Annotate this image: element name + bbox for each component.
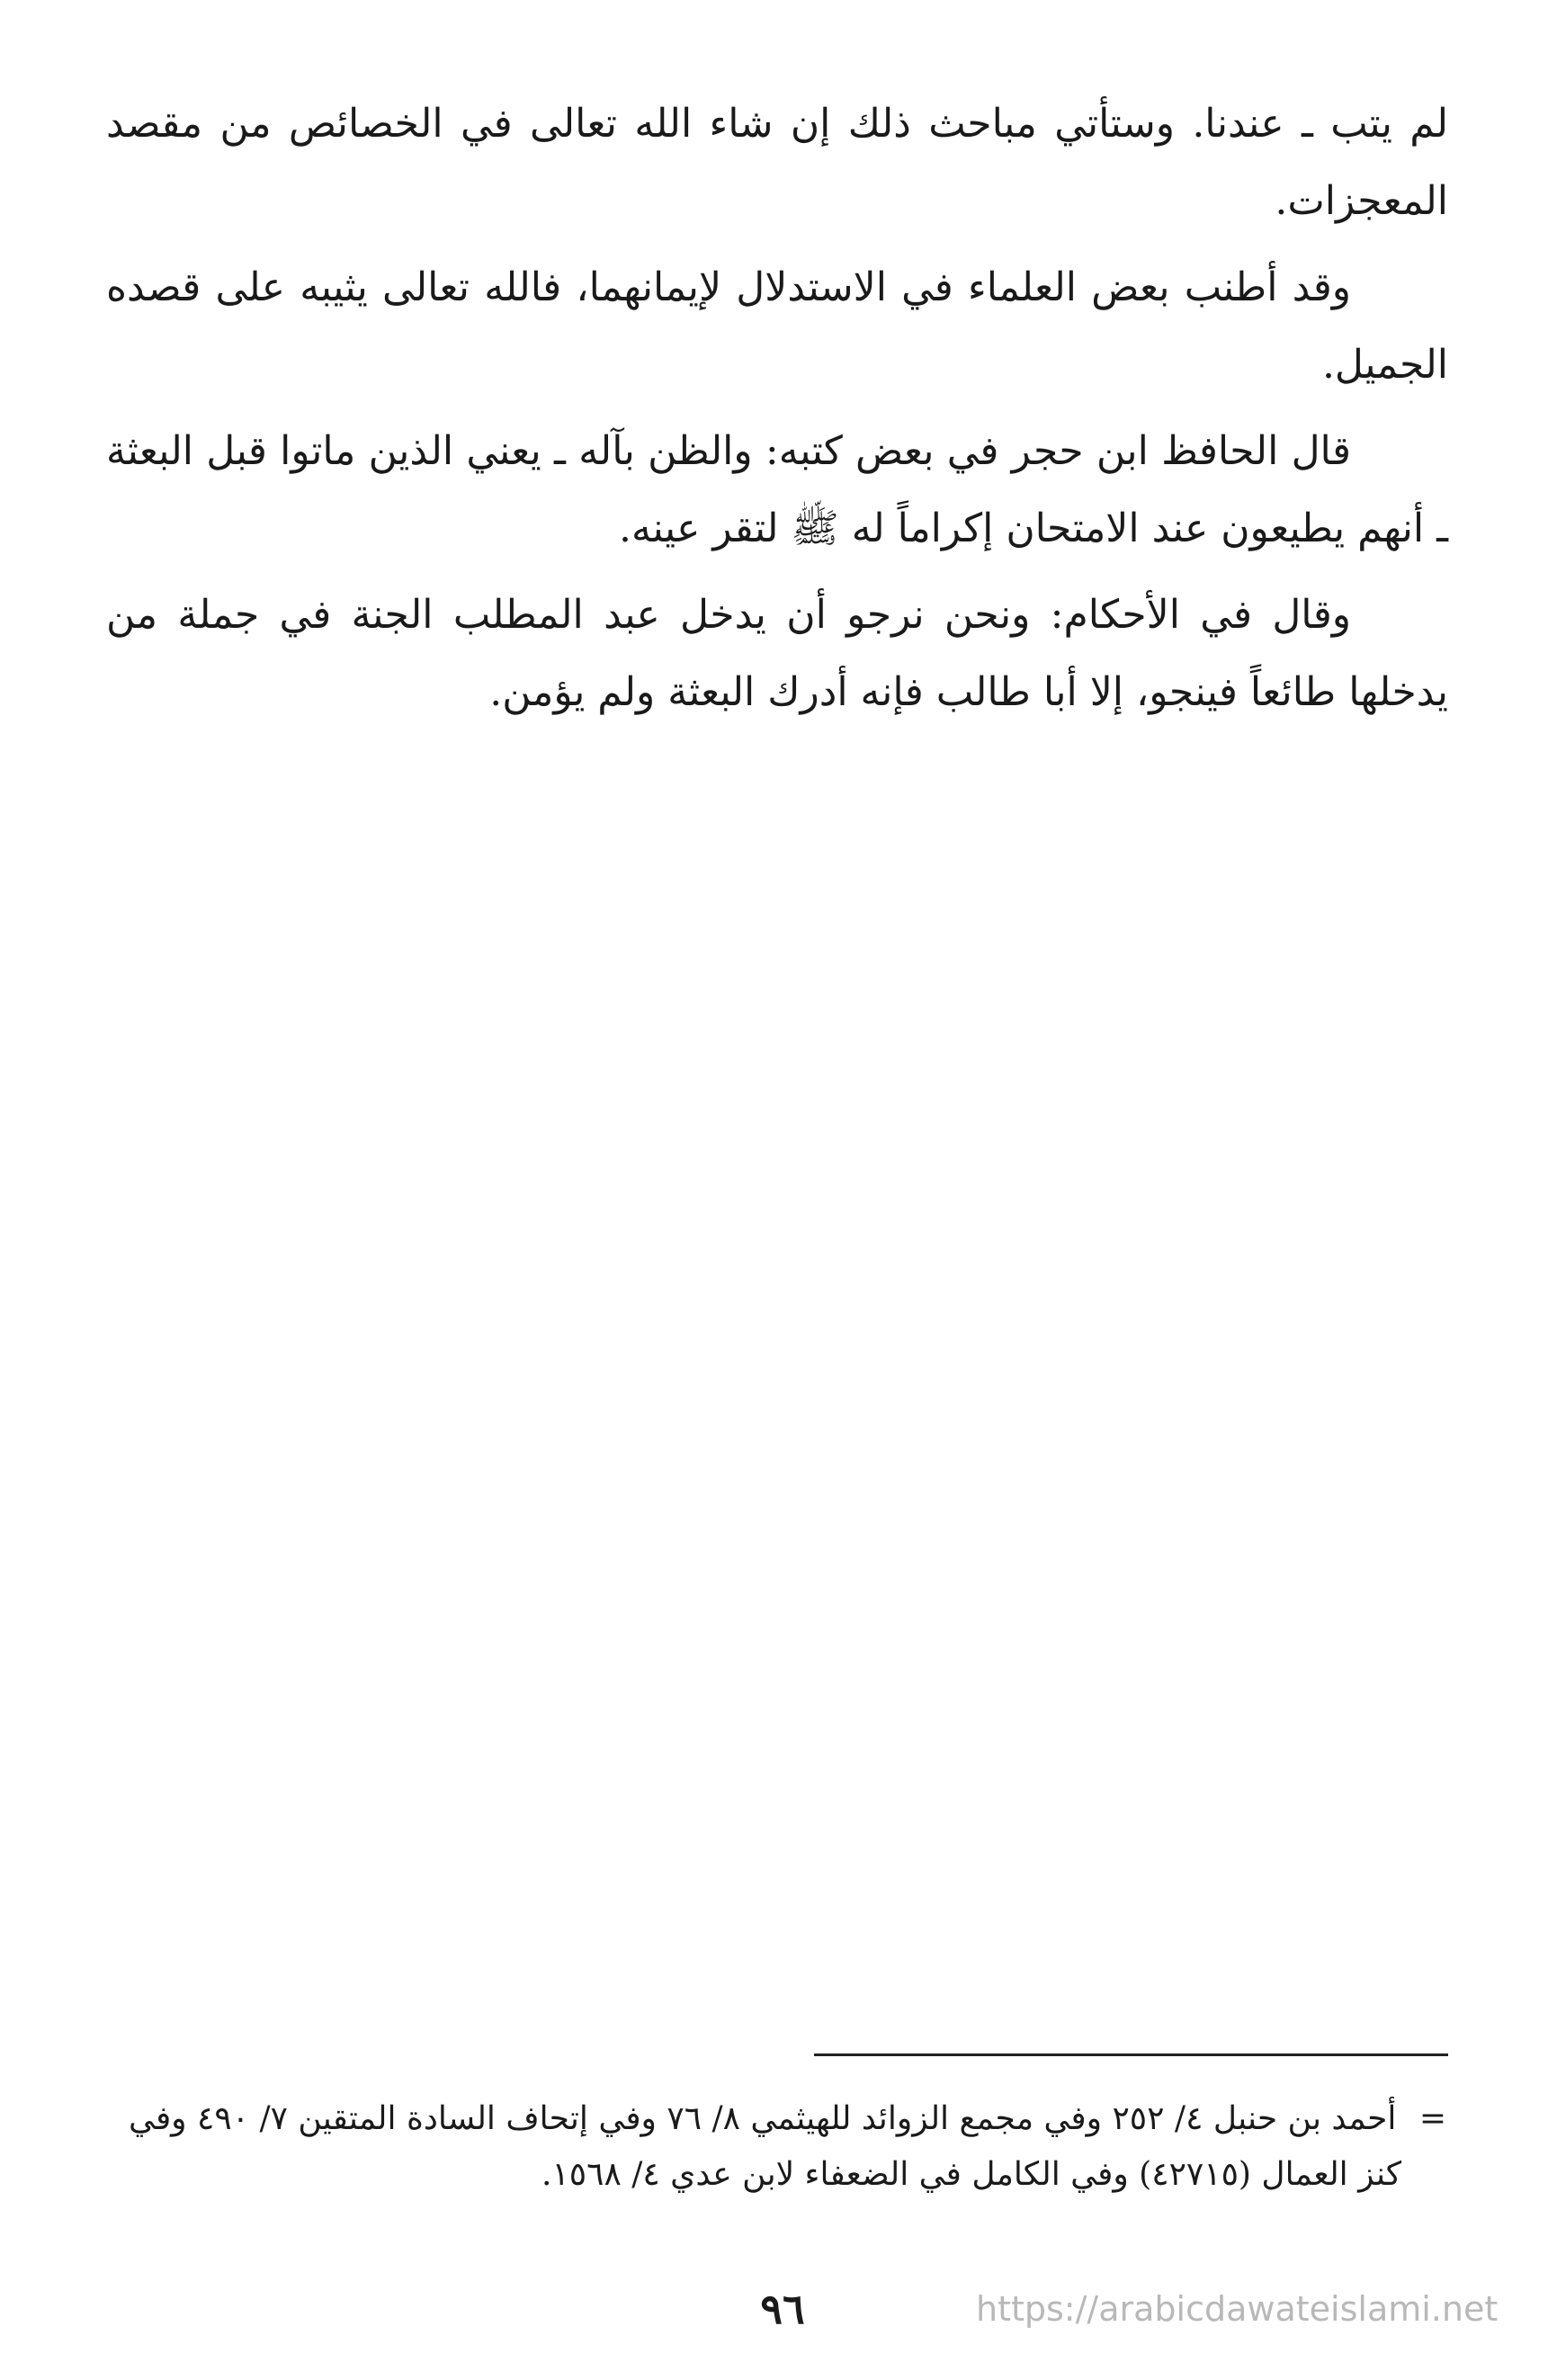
footnote [106,2091,1446,2203]
paragraph-3: قال الحافظ ابن حجر في بعض كتبه: والظن بآله ـ يعني الذين ماتوا قبل البعثة ـ أنهم يطيعون عند الامتحان إكراماً له ﷺ لتقر عينه. [106,428,1448,551]
paragraph-1: لم يتب ـ عندنا. وستأتي مباحث ذلك إن شاء الله تعالى في الخصائص من مقصد المعجزات. [106,101,1448,224]
page-number: ٩٦ [760,2285,805,2333]
main-text [106,85,1448,740]
footnote-line-2: كنز العمال (٤٢٧١٥) وفي الكامل في الضعفاء لابن عدي ٤/ ١٥٦٨. [541,2156,1401,2193]
paragraph-4: وقال في الأحكام: ونحن نرجو أن يدخل عبد المطلب الجنة في جملة من يدخلها طائعاً فينجو، إلا أبا طالب فإنه أدرك البعثة ولم يؤمن. [106,592,1448,715]
footnote-divider [814,2053,1448,2056]
watermark-url: https://arabicdawateislami.net [976,2289,1499,2329]
footnote-marker: = [1418,2100,1446,2137]
paragraph-2: وقد أطنب بعض العلماء في الاستدلال لإيمانهما، فالله تعالى يثيبه على قصده الجميل. [106,264,1448,388]
footnote-line-1: أحمد بن حنبل ٤/ ٢٥٢ وفي مجمع الزوائد للهيثمي ٨/ ٧٦ وفي إتحاف السادة المتقين ٧/ ٤٩٠ وفي [128,2100,1397,2137]
